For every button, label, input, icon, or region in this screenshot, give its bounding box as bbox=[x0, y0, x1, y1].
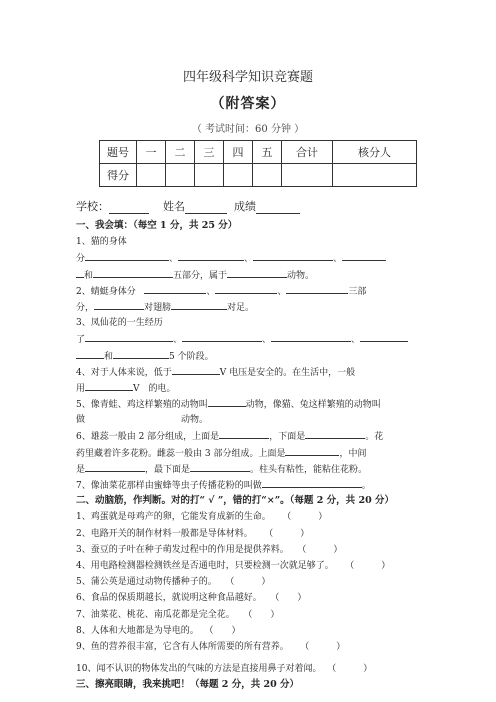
answer-blank[interactable] bbox=[190, 461, 250, 472]
page-title: 四年级科学知识竞赛题 bbox=[182, 70, 313, 85]
q2-sep: 、 bbox=[206, 286, 216, 297]
q6-text: 6、雄蕊一般由 2 部分组成，上面是 bbox=[76, 432, 220, 443]
q6-text: ，中间 bbox=[339, 448, 367, 459]
judge-text: 6、食品的保质期越长，就说明这种食品越好。 bbox=[76, 593, 262, 604]
score-cell[interactable] bbox=[137, 164, 166, 187]
score-cell[interactable] bbox=[333, 164, 417, 187]
q7-line bbox=[76, 477, 416, 493]
q4-text: V 的电。 bbox=[133, 383, 176, 394]
judge-answer[interactable]: （ ） bbox=[327, 664, 373, 675]
q2-text: 对翅膀 bbox=[144, 302, 172, 313]
score-cell[interactable] bbox=[166, 164, 195, 187]
judge-text: 1、鸡蛋就是母鸡产的卵，它能发育成新的生命。 bbox=[76, 512, 271, 523]
q6-line bbox=[76, 428, 416, 444]
q5-text: 做 bbox=[76, 415, 86, 426]
page-subtitle: （附答案） bbox=[210, 96, 286, 112]
judge-answer[interactable]: （ ） bbox=[297, 544, 343, 555]
name-label: 姓名 bbox=[163, 200, 185, 213]
score-header-cell: 核分人 bbox=[333, 141, 417, 164]
q1-sep: 、 bbox=[333, 254, 343, 265]
answer-blank[interactable] bbox=[342, 250, 386, 261]
q7-text: 7、像油菜花那样由蜜蜂等虫子传播花粉的叫做 bbox=[76, 481, 262, 491]
judge-item bbox=[76, 639, 416, 655]
answer-blank[interactable] bbox=[182, 331, 262, 342]
answer-blank[interactable] bbox=[113, 348, 169, 359]
q3-sep: 、 bbox=[262, 335, 272, 346]
score-field[interactable] bbox=[256, 203, 300, 214]
answer-blank[interactable] bbox=[286, 283, 348, 294]
q3-sep: 、 bbox=[351, 335, 361, 346]
judge-item bbox=[76, 574, 416, 590]
score-cell[interactable] bbox=[282, 164, 333, 187]
q1-stem: 1、猫的身体 bbox=[76, 237, 127, 248]
score-cell[interactable] bbox=[224, 164, 253, 187]
section1-heading: 一、我会填：（每空 1 分，共 25 分） bbox=[76, 220, 238, 231]
q6-text: ，下面是 bbox=[269, 432, 306, 443]
q3-text: 了 bbox=[76, 335, 86, 346]
q1-text: 动物。 bbox=[287, 270, 315, 281]
answer-blank[interactable] bbox=[253, 250, 333, 261]
q1-sep: 、 bbox=[244, 254, 254, 265]
q1-text: 和 bbox=[84, 270, 94, 281]
q4-line bbox=[76, 380, 416, 396]
section2-heading: 二、动脑筋，作判断。对的打“ √ ”，错的打“×”。（每题 2 分，共 20 分） bbox=[76, 495, 394, 507]
q1-text: 分 bbox=[76, 254, 86, 265]
q3-text: 5 个阶段。 bbox=[169, 351, 214, 362]
q6-text: 是 bbox=[76, 464, 86, 475]
score-table-header-row bbox=[100, 141, 417, 164]
q3-line bbox=[76, 348, 416, 364]
q4-text: 4、对于人体来说，低于 bbox=[76, 367, 172, 378]
answer-blank[interactable] bbox=[271, 331, 351, 342]
judge-text: 5、蒲公英是通过动物传播种子的。 bbox=[76, 577, 217, 588]
judge-answer[interactable]: （ ） bbox=[225, 577, 271, 588]
score-table-score-row bbox=[100, 164, 417, 187]
score-header-cell: 合计 bbox=[282, 141, 333, 164]
score-header-cell: 三 bbox=[195, 141, 224, 164]
q5-text: 动物，像猫、兔这样繁殖的动物叫 bbox=[245, 400, 381, 411]
q2-sep: 、 bbox=[277, 286, 287, 297]
q6-text: ，最下面是 bbox=[145, 464, 191, 475]
answer-blank[interactable] bbox=[94, 299, 144, 310]
judge-item bbox=[76, 623, 416, 639]
judge-item bbox=[76, 509, 416, 525]
judge-answer[interactable]: （ ） bbox=[282, 512, 328, 523]
question-body bbox=[76, 218, 416, 693]
score-table bbox=[99, 140, 417, 187]
answer-blank[interactable] bbox=[285, 445, 339, 456]
judge-text: 4、用电路检测器检测铁丝是否通电时，只要检测一次就足够了。 bbox=[76, 560, 334, 571]
student-info bbox=[76, 198, 300, 214]
q1-sep: 、 bbox=[169, 254, 179, 265]
answer-blank[interactable] bbox=[144, 283, 206, 294]
q2-text: 分， bbox=[76, 302, 95, 313]
answer-blank[interactable] bbox=[262, 477, 362, 488]
q1-line bbox=[76, 267, 416, 283]
answer-blank[interactable] bbox=[85, 461, 145, 472]
score-label: 成绩 bbox=[234, 200, 256, 213]
answer-blank[interactable] bbox=[76, 267, 84, 278]
score-row-label: 得分 bbox=[100, 164, 137, 187]
answer-blank[interactable] bbox=[178, 250, 244, 261]
score-header-cell: 一 bbox=[137, 141, 166, 164]
score-cell[interactable] bbox=[253, 164, 282, 187]
q6-text: 。花 bbox=[365, 432, 384, 443]
q6-text: 。柱头有粘性，能粘住花粉。 bbox=[250, 464, 368, 475]
judge-answer[interactable]: （ ） bbox=[300, 641, 346, 652]
answer-blank[interactable] bbox=[85, 331, 173, 342]
q6-line bbox=[76, 461, 416, 477]
q3-text: 3、凤仙花的一生经历 bbox=[76, 318, 163, 329]
school-label: 学校： bbox=[76, 200, 109, 213]
score-header-cell: 四 bbox=[224, 141, 253, 164]
q4-text: 用 bbox=[76, 383, 86, 394]
judge-text: 2、电路开关的制作材料一般都是导体材料。 bbox=[76, 528, 253, 539]
answer-blank[interactable] bbox=[305, 428, 365, 439]
school-field[interactable] bbox=[109, 203, 149, 214]
judge-text: 3、蚕豆的子叶在种子萌发过程中的作用是提供养料。 bbox=[76, 544, 289, 555]
answer-blank[interactable] bbox=[360, 331, 408, 342]
score-header-cell: 题号 bbox=[100, 141, 137, 164]
judge-text: 8、人体和大地都是为导电的。 bbox=[76, 625, 199, 636]
answer-blank[interactable] bbox=[172, 364, 220, 375]
answer-blank[interactable] bbox=[171, 299, 227, 310]
judge-item bbox=[76, 558, 416, 574]
q2-text: 对足。 bbox=[227, 302, 255, 313]
q2-line bbox=[76, 283, 416, 299]
time-note: （ 考试时间：60 分钟 ） bbox=[191, 124, 305, 135]
score-header-cell: 五 bbox=[253, 141, 282, 164]
answer-blank[interactable] bbox=[85, 380, 133, 391]
q2-line bbox=[76, 299, 416, 315]
answer-blank[interactable] bbox=[227, 267, 287, 278]
q1-line bbox=[76, 250, 416, 266]
answer-blank[interactable] bbox=[208, 396, 246, 407]
judge-answer[interactable]: （ ） bbox=[204, 625, 241, 636]
score-cell[interactable] bbox=[195, 164, 224, 187]
q3-line bbox=[76, 315, 416, 331]
judge-item bbox=[76, 526, 416, 542]
q6-line bbox=[76, 445, 416, 461]
judge-item bbox=[76, 607, 416, 623]
judge-answer[interactable]: （ ） bbox=[264, 528, 310, 539]
name-field[interactable] bbox=[185, 203, 227, 214]
q7-text: 。 bbox=[361, 481, 371, 491]
judge-text: 9、鱼的营养很丰富，它含有人体所需要的所有营养。 bbox=[76, 641, 289, 652]
score-header-cell: 二 bbox=[166, 141, 195, 164]
judge-text: 7、油菜花、桃花、南瓜花都是完全花。 bbox=[76, 609, 235, 620]
q2-text: 2、蜻蜓身体分 bbox=[76, 286, 136, 297]
q5-text: 动物。 bbox=[181, 415, 209, 426]
judge-item bbox=[76, 542, 416, 558]
q4-line bbox=[76, 364, 416, 380]
judge-answer[interactable]: （ ） bbox=[345, 560, 391, 571]
q5-line bbox=[76, 396, 416, 412]
q5-line bbox=[76, 412, 416, 428]
q3-text: 和 bbox=[104, 351, 114, 362]
answer-blank[interactable] bbox=[93, 267, 173, 278]
q3-sep: 、 bbox=[173, 335, 183, 346]
answer-blank[interactable] bbox=[219, 428, 269, 439]
q4-text: V 电压是安全的。在生活中，一般 bbox=[219, 367, 356, 378]
answer-blank[interactable] bbox=[76, 348, 104, 359]
judge-item bbox=[76, 590, 416, 606]
q3-line bbox=[76, 331, 416, 347]
q6-text: 药里藏着许多花粉。雌蕊一般由 3 部分组成。上面是 bbox=[76, 448, 286, 459]
q2-text: 三部 bbox=[348, 286, 367, 297]
q1-text: 五部分，属于 bbox=[173, 270, 228, 281]
judge-answer[interactable]: （ ） bbox=[243, 609, 280, 620]
answer-blank[interactable] bbox=[215, 283, 277, 294]
section3-heading: 三、擦亮眼睛，我来挑吧！（每题 2 分，共 20 分） bbox=[76, 679, 300, 691]
q5-text: 5、像青蛙、鸡这样繁殖的动物叫 bbox=[76, 400, 208, 411]
answer-blank[interactable] bbox=[85, 250, 169, 261]
judge-item bbox=[76, 661, 416, 677]
judge-answer[interactable]: （ ） bbox=[270, 593, 307, 604]
judge-text: 10、闻不认识的物体发出的气味的方法是直接用鼻子对着闻。 bbox=[76, 664, 322, 675]
q1-line bbox=[76, 234, 416, 250]
